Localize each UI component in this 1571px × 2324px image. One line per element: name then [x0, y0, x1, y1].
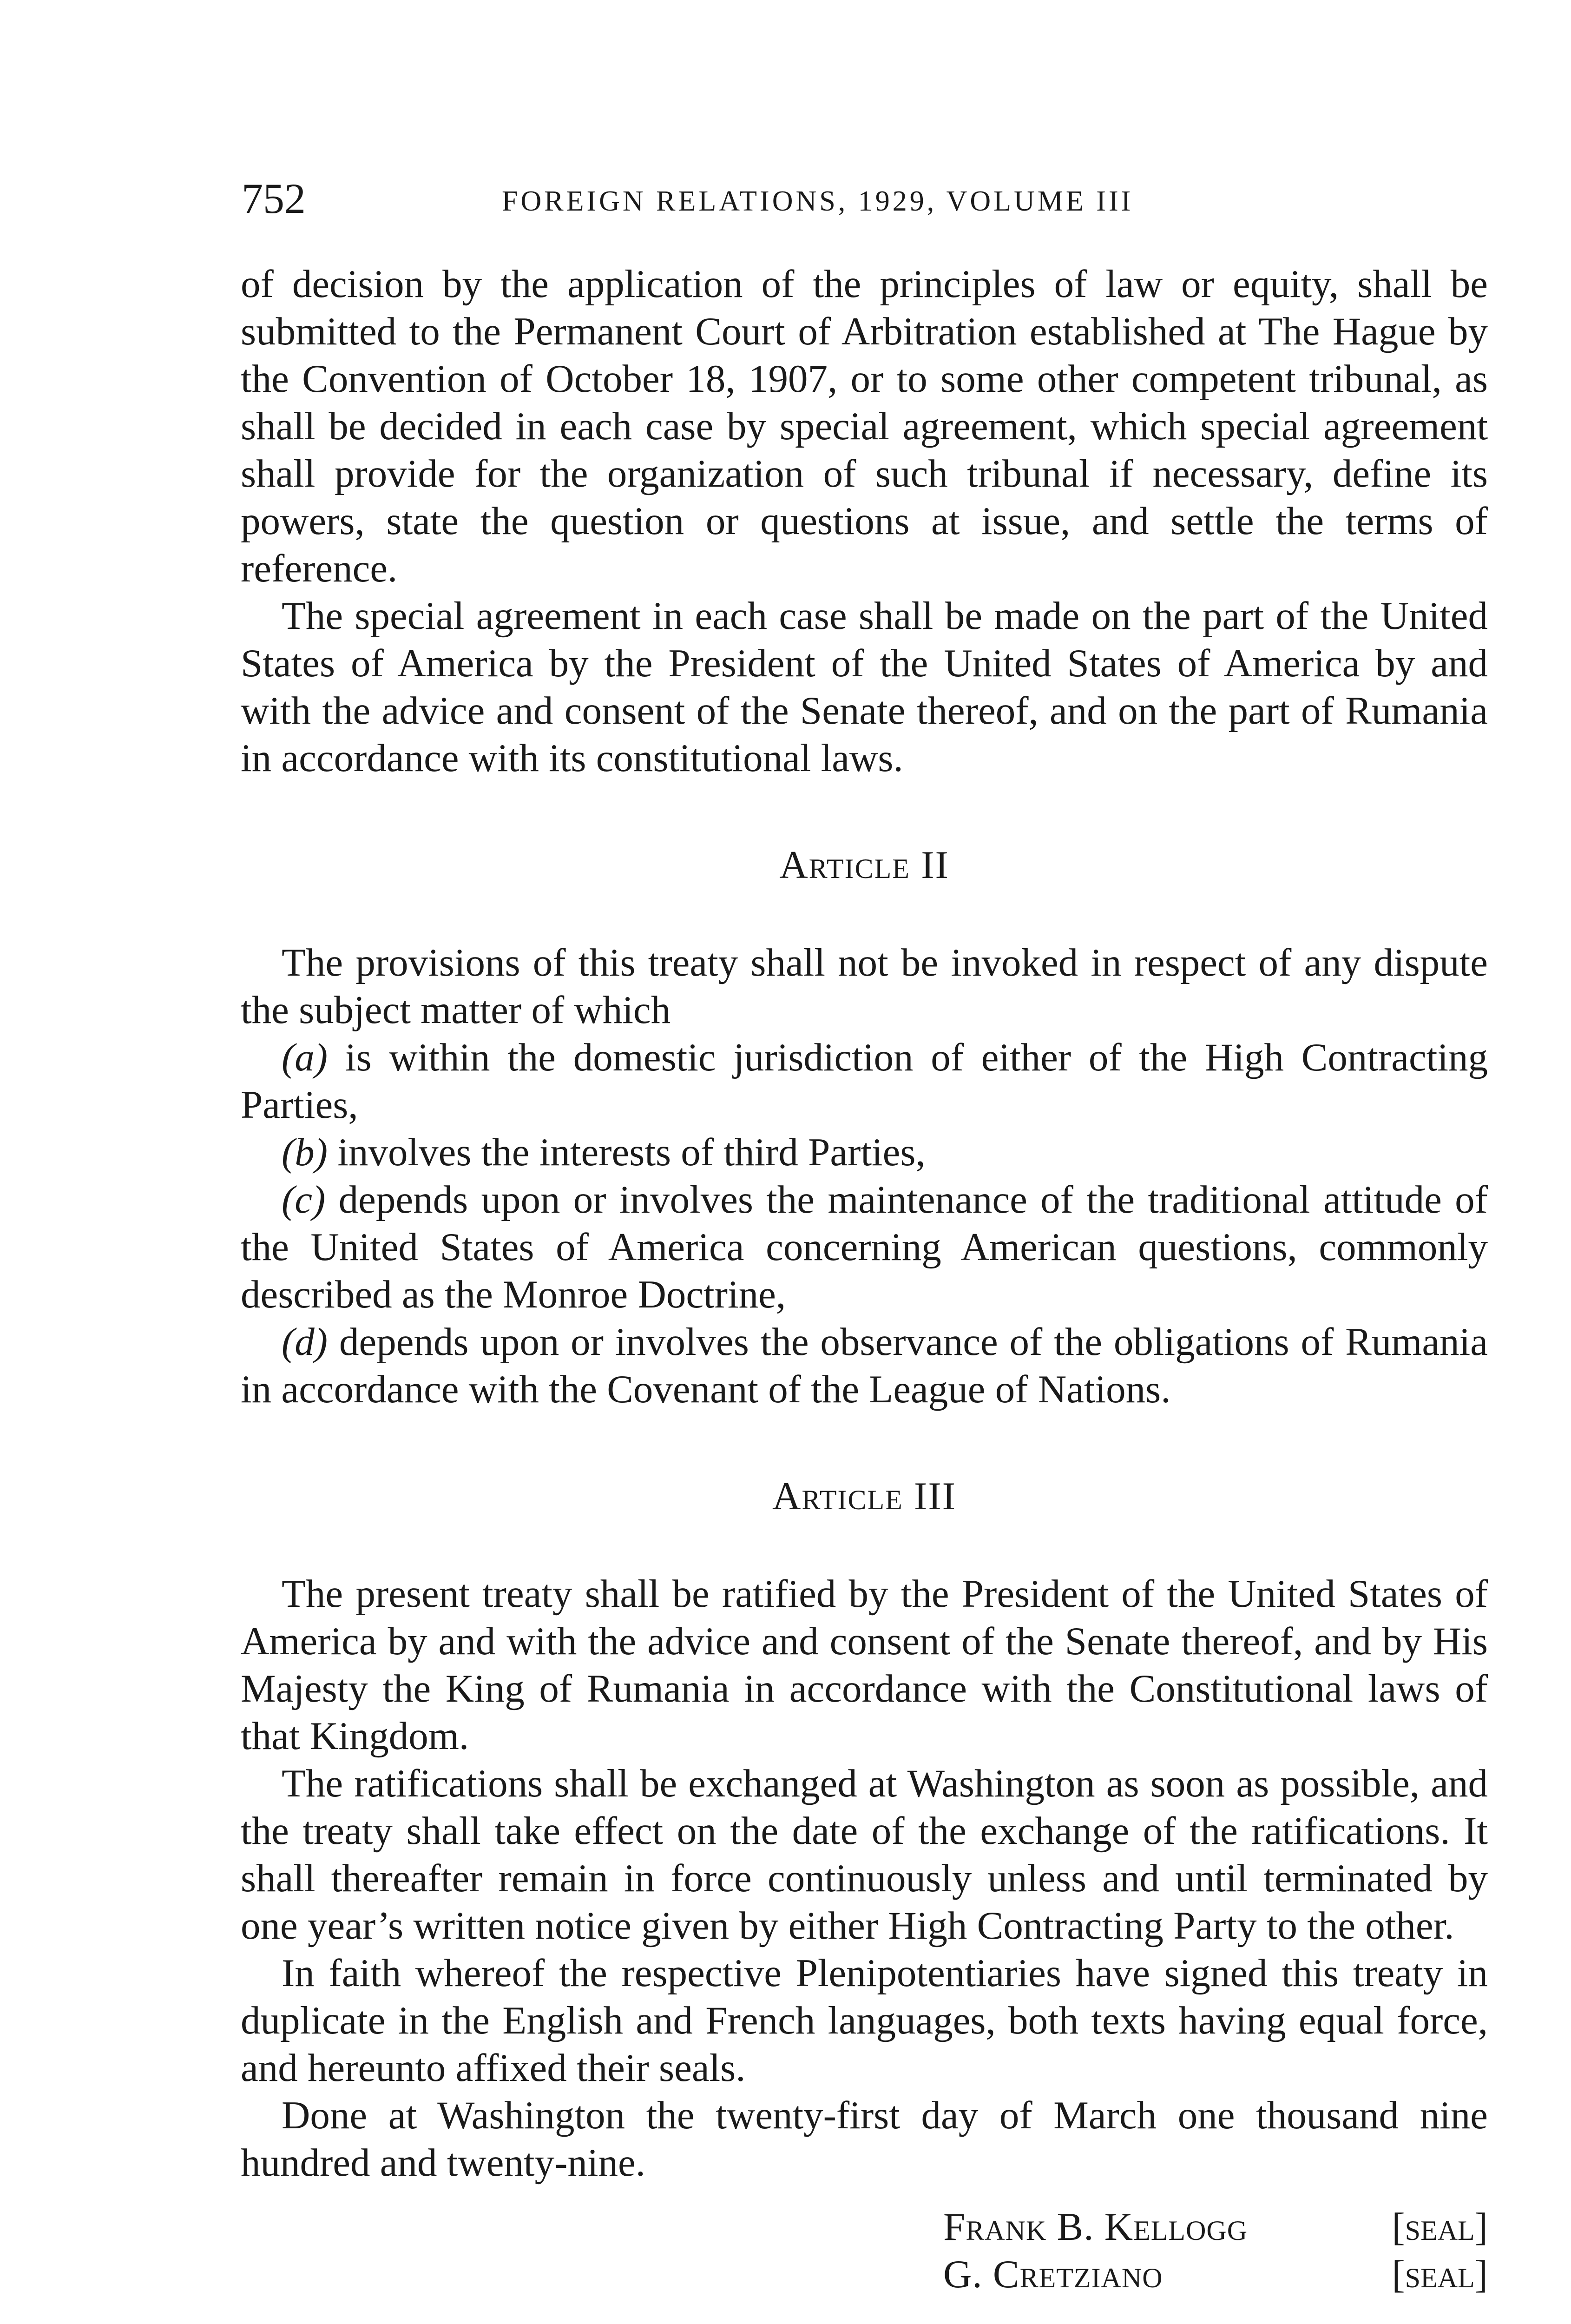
article-2-clause-c	[241, 1176, 1488, 1318]
article-2-clause-d	[241, 1318, 1488, 1413]
document-body	[241, 260, 1488, 2305]
article-3-heading: Article III	[772, 1474, 956, 1518]
seal-mark: [seal]	[1392, 2252, 1488, 2296]
article-2-clause-b	[241, 1129, 1488, 1176]
clause-mark: (d)	[282, 1320, 328, 1364]
clause-mark: (b)	[282, 1130, 328, 1174]
clause-mark: (c)	[282, 1178, 326, 1221]
signature-row	[943, 2203, 1488, 2251]
signature-row	[943, 2251, 1488, 2298]
clause-text: is within the domestic jurisdiction of either of the High Contracting Parties,	[241, 1036, 1488, 1127]
signature-block	[241, 2203, 1488, 2305]
signatory-name: G. Cretziano	[943, 2252, 1163, 2296]
exchange-paragraph: The ratifications shall be exchanged at Washington as soon as possible, and the treaty shall take effect on the date of the exchange of the ratifications. It shall thereafter remain in force continuously unless and until terminated by one year’s written notice given by either High Contracting Party to the other.	[241, 1762, 1488, 1948]
signatory-name: Frank B. Kellogg	[943, 2205, 1248, 2249]
running-head: FOREIGN RELATIONS, 1929, VOLUME III	[502, 185, 1134, 217]
done-paragraph: Done at Washington the twenty-first day of March one thousand nine hundred and twenty-nine.	[241, 2093, 1488, 2185]
article-2-intro: The provisions of this treaty shall not be invoked in respect of any dispute the subject matter of which	[241, 941, 1488, 1032]
clause-text: involves the interests of third Parties,	[328, 1130, 926, 1174]
clause-mark: (a)	[282, 1036, 328, 1079]
article-2-clause-a	[241, 1034, 1488, 1129]
special-agreement-paragraph: The special agreement in each case shall be made on the part of the United States of America by the President of the United States of America by and with the advice and consent of the Senate thereof, and on the part of Rumania in accordance with its constitutional laws.	[241, 594, 1488, 780]
article-2-heading: Article II	[779, 843, 949, 887]
clause-text: depends upon or involves the observance of the obligations of Rumania in accordance with the Covenant of the League of Nations.	[241, 1320, 1488, 1411]
page-number: 752	[242, 175, 306, 222]
page-header	[242, 173, 1496, 229]
continuation-paragraph: of decision by the application of the principles of law or equity, shall be submitted to the Permanent Court of Arbitration established at The Hague by the Convention of October 18, 1907, or to some other competent tribunal, as shall be decided in each case by special agreement, which special agreement shall provide for the organization of such tribunal if necessary, define its powers, state the question or questions at issue, and settle the terms of reference.	[241, 262, 1488, 590]
faith-paragraph: In faith whereof the respective Plenipotentiaries have signed this treaty in duplicate in the English and French languages, both texts having equal force, and hereunto affixed their seals.	[241, 1951, 1488, 2090]
clause-text: depends upon or involves the maintenance of the traditional attitude of the United States of America concerning American questions, commonly described as the Monroe Doctrine,	[241, 1178, 1488, 1316]
seal-mark: [seal]	[1392, 2205, 1488, 2249]
ratification-paragraph: The present treaty shall be ratified by the President of the United States of America by and with the advice and consent of the Senate thereof, and by His Majesty the King of Rumania in accordance with the Constitutional laws of that Kingdom.	[241, 1572, 1488, 1758]
